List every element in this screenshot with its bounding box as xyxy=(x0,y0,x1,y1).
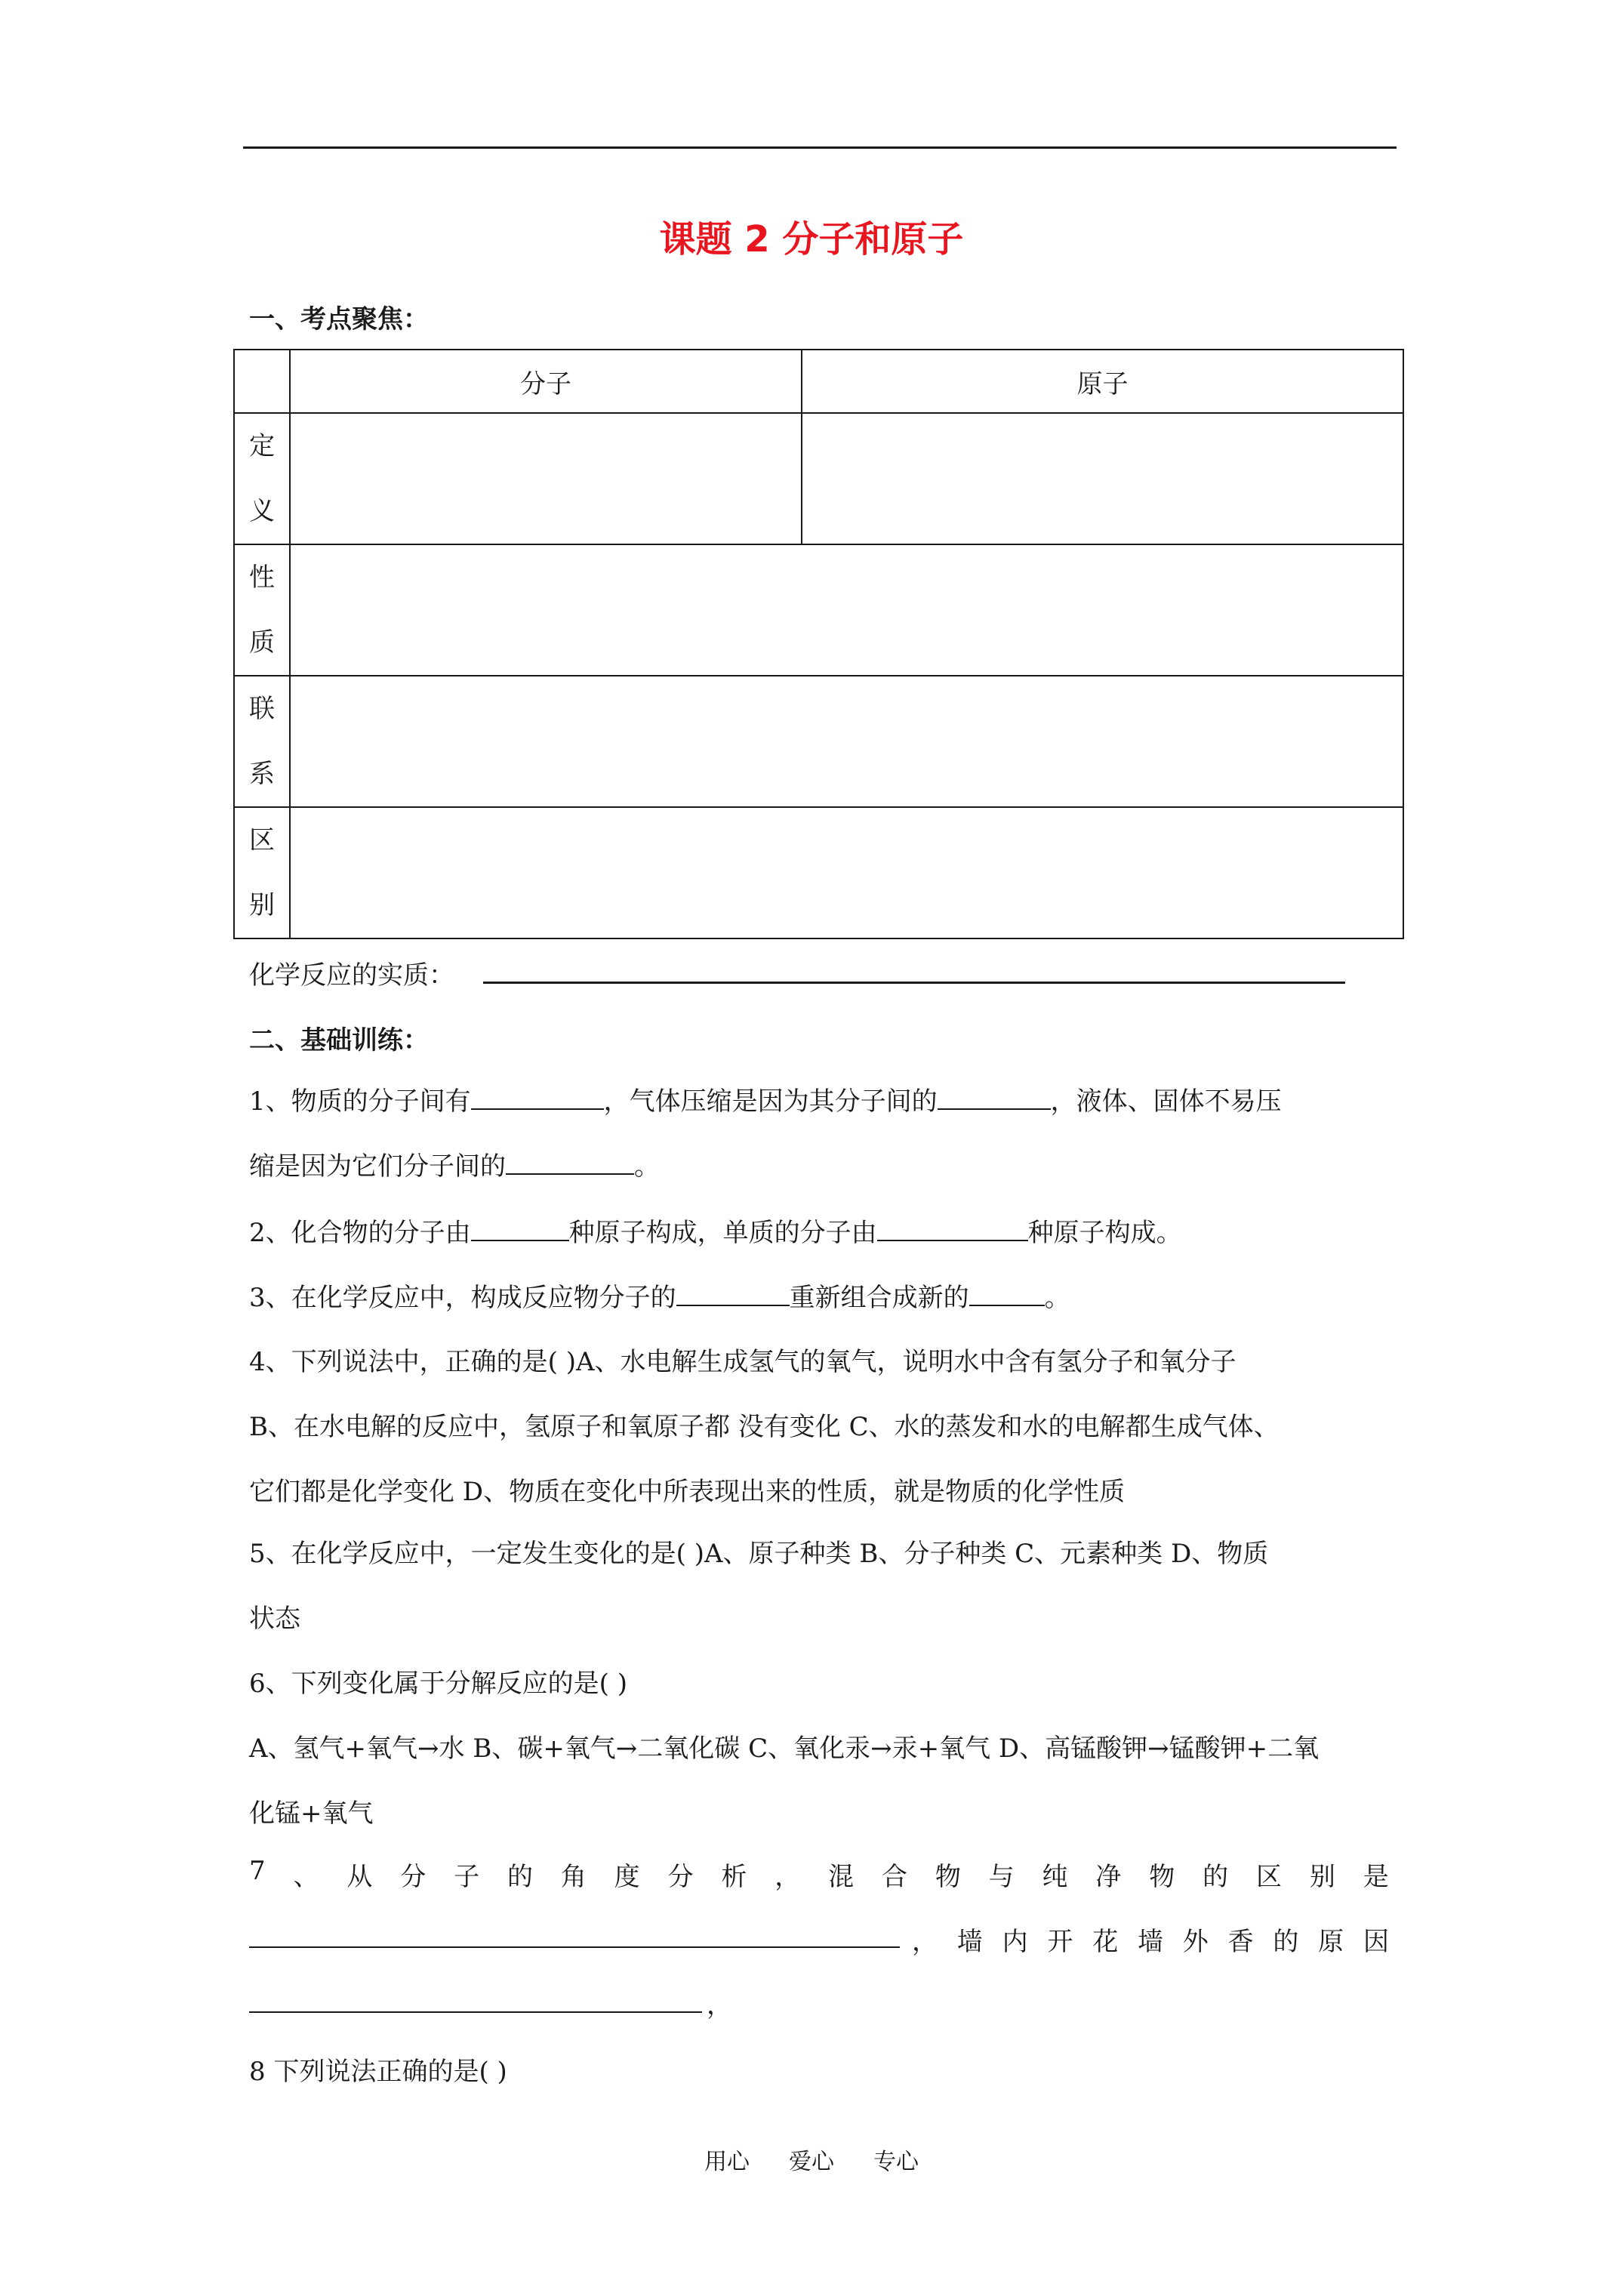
answer-blank[interactable] xyxy=(483,982,1345,984)
table-corner-cell xyxy=(234,350,290,413)
header-rule xyxy=(243,146,1397,149)
row-label: 性 质 xyxy=(234,544,290,676)
table-row-connection xyxy=(234,676,1403,807)
page-title: 课题 2 分子和原子 xyxy=(659,218,964,260)
question-7-line-2: ， 墙 内 开 花 墙 外 香 的 原 因 xyxy=(912,1927,1389,1957)
reaction-essence-label: 化学反应的实质： xyxy=(249,960,454,991)
answer-blank[interactable] xyxy=(471,1080,604,1110)
question-3: 3、在化学反应中，构成反应物分子的 重新组合成新的 。 xyxy=(249,1276,1070,1314)
footer-text: 爱心 xyxy=(789,2149,834,2175)
answer-blank[interactable] xyxy=(249,2011,702,2013)
question-4-line-1: 4、下列说法中，正确的是( )A、水电解生成氢气的氧气，说明水中含有氢分子和氧分子 xyxy=(249,1347,1236,1377)
answer-blank[interactable] xyxy=(249,1946,900,1948)
footer-text: 用心 xyxy=(704,2149,750,2175)
definition-atom-cell xyxy=(802,413,1403,544)
question-6-line-1: 6、下列变化属于分解反应的是( ) xyxy=(249,1669,627,1699)
question-7-line-1: 7 、 从 分 子 的 角 度 分 析 ， 混 合 物 与 纯 净 物 的 区 别 是 xyxy=(249,1856,1389,1892)
row-label: 区 别 xyxy=(234,807,290,938)
definition-molecule-cell xyxy=(290,413,802,544)
row-label: 定 义 xyxy=(234,413,290,544)
section-heading-1: 一、考点聚焦： xyxy=(249,304,429,334)
question-6-line-2: A、氢气+氧气→水 B、碳+氧气→二氧化碳 C、氧化汞→汞+氧气 D、高锰酸钾→锰酸钾+二氧 xyxy=(249,1734,1320,1764)
connection-cell xyxy=(290,676,1403,807)
question-7-end-mark: ， xyxy=(707,1990,732,2020)
question-8: 8 下列说法正确的是( ) xyxy=(249,2057,507,2087)
key-points-table xyxy=(233,349,1404,939)
difference-cell xyxy=(290,807,1403,938)
answer-blank[interactable] xyxy=(676,1276,790,1306)
section-heading-2: 二、基础训练： xyxy=(249,1025,429,1056)
column-header-atom: 原子 xyxy=(802,350,1403,413)
answer-blank[interactable] xyxy=(877,1211,1028,1241)
question-7-line-3: 化锰+氧气 xyxy=(249,1798,374,1829)
page-footer xyxy=(0,2143,1623,2176)
question-4-line-2: B、在水电解的反应中，氢原子和氧原子都 没有变化 C、水的蒸发和水的电解都生成气体、 xyxy=(249,1412,1280,1442)
answer-blank[interactable] xyxy=(938,1080,1051,1110)
answer-blank[interactable] xyxy=(506,1145,634,1175)
question-5-line-2: 状态 xyxy=(249,1604,300,1634)
property-cell xyxy=(290,544,1403,676)
table-row-property xyxy=(234,544,1403,676)
question-1-line-2: 缩是因为它们分子间的 。 xyxy=(249,1145,660,1182)
question-1-line-1: 1、物质的分子间有 ，气体压缩是因为其分子间的 ，液体、固体不易压 xyxy=(249,1080,1282,1117)
question-2: 2、化合物的分子由 种原子构成，单质的分子由 种原子构成。 xyxy=(249,1211,1182,1249)
answer-blank[interactable] xyxy=(969,1276,1045,1306)
table-row-difference xyxy=(234,807,1403,938)
question-4-line-3: 它们都是化学变化 D、物质在变化中所表现出来的性质，就是物质的化学性质 xyxy=(249,1477,1126,1507)
table-header-row xyxy=(234,350,1403,413)
answer-blank[interactable] xyxy=(471,1211,569,1241)
table-row-definition xyxy=(234,413,1403,544)
question-5-line-1: 5、在化学反应中，一定发生变化的是( )A、原子种类 B、分子种类 C、元素种类 D、物质 xyxy=(249,1539,1269,1569)
footer-text: 专心 xyxy=(873,2149,919,2175)
column-header-molecule: 分子 xyxy=(290,350,802,413)
row-label: 联 系 xyxy=(234,676,290,807)
